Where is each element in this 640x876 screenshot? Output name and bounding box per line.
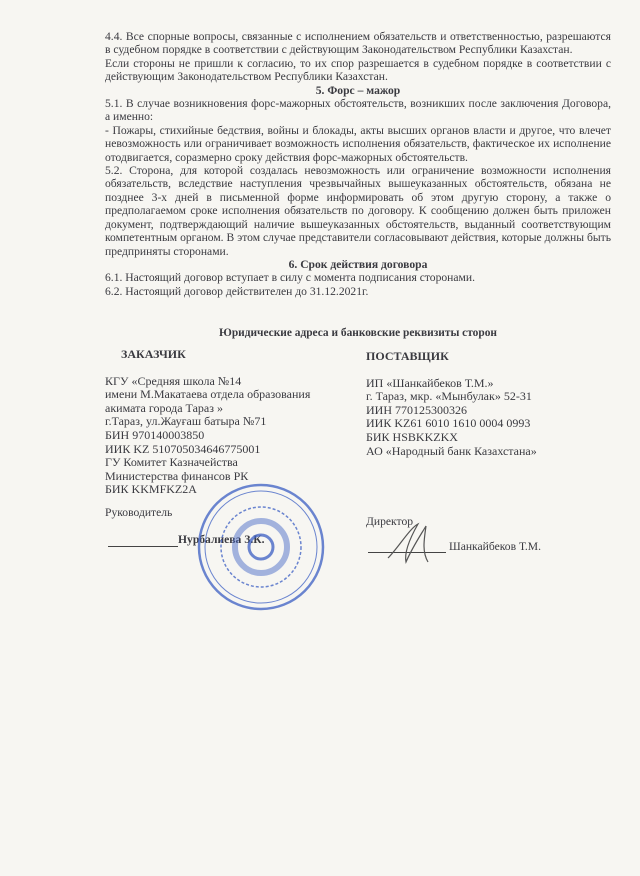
clause-5-2: 5.2. Сторона, для которой создалась невозможность или ограничение возможности исполнения обязательств, вследствие наступления чрезвычайных вышеуказанных обстоятельств, обязана не позднее 3-х дней в письменной форме информировать об этом другую сторону, а также о предполагаемом сроке исполнения обязательств по договору. К сообщению должен быть приложен документ, подтверждающий наличие вышеуказанных обстоятельств, выданный соответствующим компетентным органом. В этом случае представители согласовывают действия, которые должны быть предприняты сторонами.	[105, 164, 611, 258]
customer-line: г.Тараз, ул.Жауғаш батыра №71	[105, 414, 267, 429]
clause-5-1: 5.1. В случае возникновения форс-мажорных обстоятельств, возникших после заключения Договора, а именно:	[105, 97, 611, 124]
contract-body	[105, 30, 611, 298]
customer-line: ГУ Комитет Казначейства	[105, 455, 238, 470]
customer-line: КГУ «Средняя школа №14	[105, 373, 242, 388]
official-stamp	[196, 482, 326, 612]
supplier-block	[366, 350, 537, 458]
clause-5-1-list: - Пожары, стихийные бедствия, войны и блокады, акты высших органов власти и другое, что влечет невозможность или ограничивает возможность исполнения обязательств, фактическое их исполнение отодвигается, соразмерно сроку действия форс-мажорных обстоятельств.	[105, 123, 611, 164]
supplier-line: АО «Народный банк Казахстана»	[366, 443, 537, 458]
customer-line: БИК KKMFKZ2A	[105, 482, 197, 497]
clause-6-1: 6.1. Настоящий договор вступает в силу с момента подписания сторонами.	[105, 271, 475, 285]
customer-signer-name: Нурбалиева З.К.	[178, 533, 265, 546]
customer-line: ИИК KZ 510705034646775001	[105, 441, 261, 456]
supplier-line: ИИН 770125300326	[366, 402, 467, 417]
clause-4-4: 4.4. Все спорные вопросы, связанные с исполнением обязательств и ответственностью, разрешаются в судебном порядке в соответствии с действующим Законодательством Республики Казахстан.	[105, 30, 611, 57]
handwritten-signature	[380, 518, 440, 568]
clause-6-2: 6.2. Настоящий договор действителен до 31.12.2021г.	[105, 284, 369, 298]
clause-4-4-cont: Если стороны не пришли к согласию, то их спор разрешается в судебном порядке в соответствии с действующим Законодательством Республики Казахстан.	[105, 56, 611, 84]
supplier-signer-name: Шанкайбеков Т.М.	[449, 540, 541, 553]
supplier-line: ИП «Шанкайбеков Т.М.»	[366, 375, 494, 390]
supplier-line: ИИК KZ61 6010 1610 0004 0993	[366, 416, 531, 431]
customer-signer-title: Руководитель	[105, 506, 173, 519]
customer-heading: ЗАКАЗЧИК	[121, 347, 186, 361]
customer-line: акимата города Тараз »	[105, 400, 223, 415]
customer-block	[105, 348, 310, 497]
customer-line: Министерства финансов РК	[105, 468, 249, 483]
supplier-signer-title: Директор	[366, 515, 414, 528]
requisites-title: Юридические адреса и банковские реквизиты сторон	[219, 327, 497, 339]
section-heading-term: 6. Срок действия договора	[288, 257, 428, 271]
customer-signature-line	[108, 546, 178, 547]
supplier-line: БИК HSBKKZKX	[366, 429, 458, 444]
customer-line: имени М.Макатаева отдела образования	[105, 387, 311, 402]
supplier-heading: ПОСТАВЩИК	[366, 349, 449, 363]
customer-line: БИН 970140003850	[105, 427, 205, 442]
section-heading-force-majeure: 5. Форс – мажор	[315, 83, 401, 97]
supplier-line: г. Тараз, мкр. «Мынбулак» 52-31	[366, 389, 532, 404]
